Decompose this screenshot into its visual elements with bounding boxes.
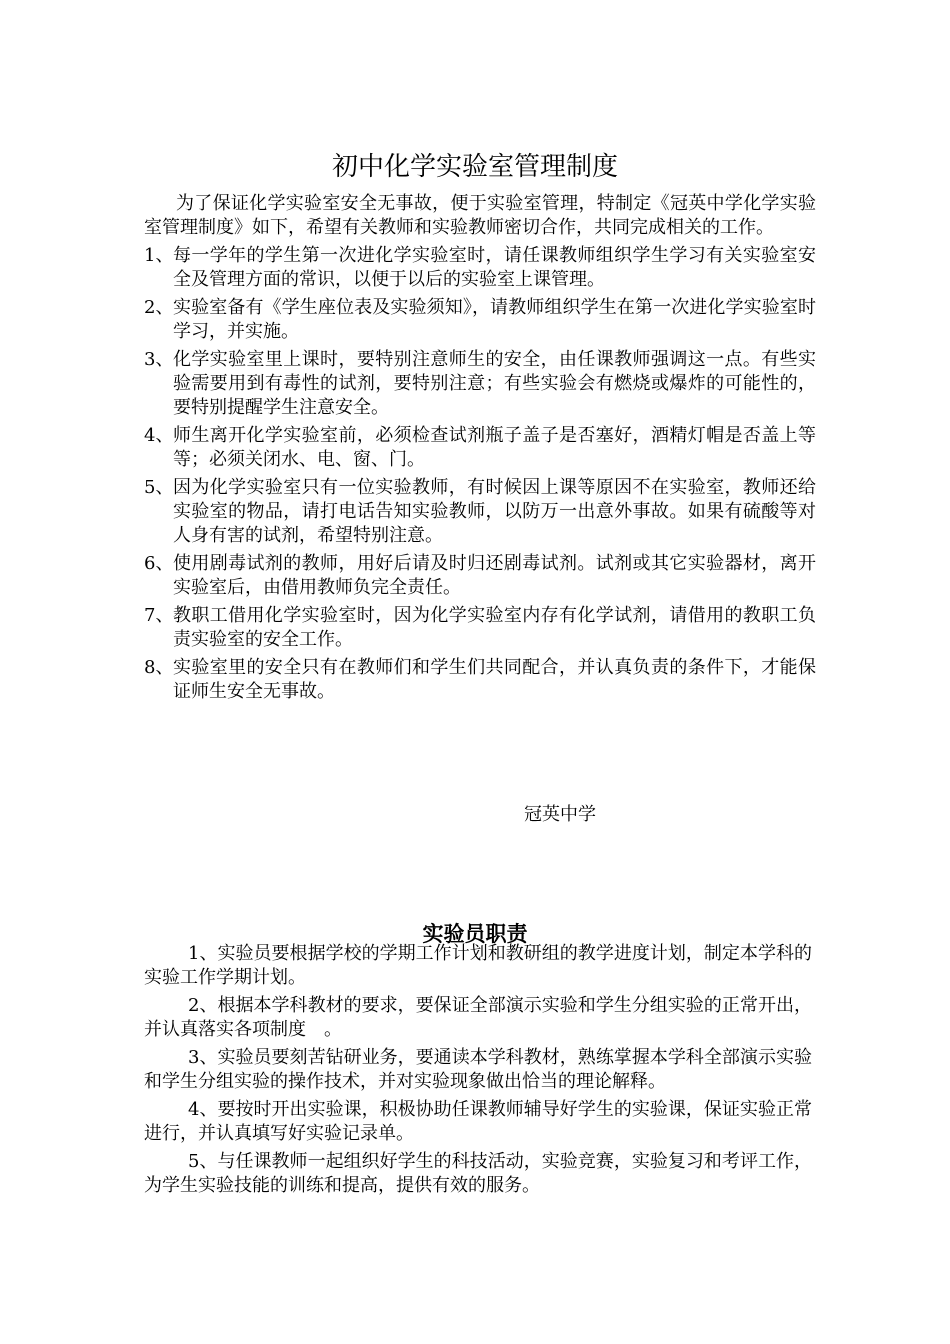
rule-text: 使用剧毒试剂的教师，用好后请及时归还剧毒试剂。试剂或其它实验器材，离开实验室后，由借用教师负完全责任。 [173,553,816,598]
rule-number: 7、 [144,605,174,626]
duty-item: 1、实验员要根据学校的学期工作计划和教研组的教学进度计划，制定本学科的实验工作学期计划。 [144,943,812,988]
rule-item [144,348,816,420]
rule-text: 每一学年的学生第一次进化学实验室时，请任课教师组织学生学习有关实验室安全及管理方面的常识，以便于以后的实验室上课管理。 [173,245,816,290]
duty-item: 4、要按时开出实验课，积极协助任课教师辅导好学生的实验课，保证实验正常进行，并认真填写好实验记录单。 [144,1099,812,1144]
school-signature: 冠英中学 [524,804,596,825]
rule-text: 师生离开化学实验室前，必须检查试剂瓶子盖子是否塞好，酒精灯帽是否盖上等等；必须关闭水、电、窗、门。 [173,425,816,470]
rule-text: 化学实验室里上课时，要特别注意师生的安全，由任课教师强调这一点。有些实验需要用到有毒性的试剂，要特别注意；有些实验会有燃烧或爆炸的可能性的，要特别提醒学生注意安全。 [173,349,816,418]
rule-text: 实验室备有《学生座位表及实验须知》，请教师组织学生在第一次进化学实验室时学习，并实施。 [173,297,816,342]
rule-item [144,296,816,344]
rule-item [144,424,816,472]
rule-item [144,656,816,704]
regulations-section [144,192,816,708]
rule-number: 4、 [144,425,174,446]
rule-number: 8、 [144,657,174,678]
duties-section [144,942,812,1202]
rule-item [144,604,816,652]
duty-item: 5、与任课教师一起组织好学生的科技活动，实验竞赛，实验复习和考评工作，为学生实验技能的训练和提高，提供有效的服务。 [144,1151,812,1196]
rule-text: 实验室里的安全只有在教师们和学生们共同配合，并认真负责的条件下，才能保证师生安全无事故。 [173,657,816,702]
rule-number: 1、 [144,245,174,266]
section-title: 实验员职责 [422,922,528,947]
rule-number: 6、 [144,553,174,574]
document-title: 初中化学实验室管理制度 [331,152,618,183]
rule-item [144,552,816,600]
rule-number: 2、 [144,297,174,318]
rule-number: 5、 [144,477,174,498]
rule-text: 教职工借用化学实验室时，因为化学实验室内存有化学试剂，请借用的教职工负责实验室的安全工作。 [173,605,816,650]
intro-paragraph: 为了保证化学实验室安全无事故，便于实验室管理，特制定《冠英中学化学实验室管理制度》如下，希望有关教师和实验教师密切合作，共同完成相关的工作。 [144,193,816,238]
duty-item: 3、实验员要刻苦钻研业务，要通读本学科教材，熟练掌握本学科全部演示实验和学生分组实验的操作技术，并对实验现象做出恰当的理论解释。 [144,1047,812,1092]
rule-item [144,476,816,548]
rule-item [144,244,816,292]
rule-number: 3、 [144,349,174,370]
duty-item: 2、根据本学科教材的要求，要保证全部演示实验和学生分组实验的正常开出，并认真落实各项制度 。 [144,995,812,1040]
rule-text: 因为化学实验室只有一位实验教师，有时候因上课等原因不在实验室，教师还给实验室的物品，请打电话告知实验教师，以防万一出意外事故。如果有硫酸等对人身有害的试剂，希望特别注意。 [173,477,816,546]
